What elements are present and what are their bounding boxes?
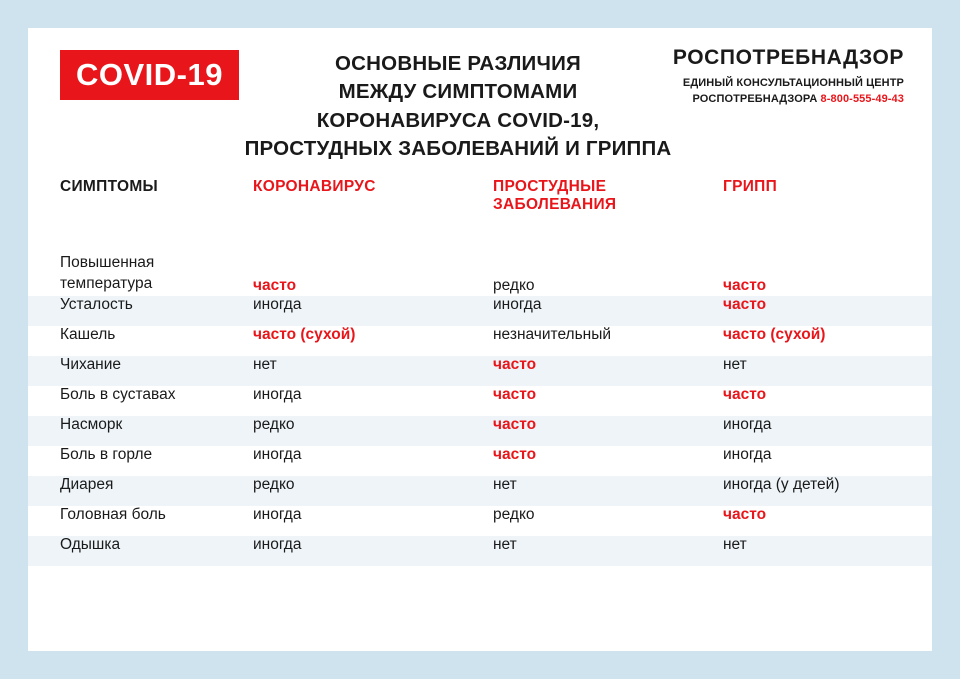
column-header-cold-line1: ПРОСТУДНЫЕ — [493, 178, 607, 195]
symptoms-table — [28, 178, 932, 566]
cell-flu: иногда — [723, 416, 772, 433]
consultation-center-line: ЕДИНЫЙ КОНСУЛЬТАЦИОННЫЙ ЦЕНТР — [682, 77, 904, 89]
column-header-cold — [493, 178, 723, 214]
cell-coronavirus: иногда — [253, 386, 302, 403]
title-line-2: МЕЖДУ СИМПТОМАМИ — [338, 80, 578, 104]
row-symptom-label: Боль в горле — [60, 446, 153, 463]
cell-cold: часто — [493, 446, 537, 463]
cell-cold: нет — [493, 476, 517, 493]
row-symptom-label: Кашель — [60, 326, 116, 343]
cell-flu: часто — [723, 277, 767, 294]
row-symptom-label: Головная боль — [60, 506, 166, 523]
table-row — [28, 476, 932, 506]
cell-flu: часто — [723, 386, 767, 403]
cell-coronavirus: иногда — [253, 296, 302, 313]
row-symptom-label: Одышка — [60, 536, 121, 553]
table-row — [28, 238, 932, 296]
table-row — [28, 296, 932, 326]
cell-coronavirus: часто — [253, 277, 297, 294]
cell-flu: часто — [723, 506, 767, 523]
column-header-symptoms: СИМПТОМЫ — [60, 178, 159, 195]
title-line-3: КОРОНАВИРУСА COVID-19, — [316, 108, 600, 132]
table-row — [28, 446, 932, 476]
cell-flu: нет — [723, 536, 747, 553]
cell-flu: иногда — [723, 446, 772, 463]
rospotrebnadzor-contact — [673, 76, 904, 108]
row-symptom-label-line2: температура — [60, 275, 153, 293]
cell-cold: редко — [493, 506, 535, 523]
table-header-row — [28, 178, 932, 238]
cell-flu: нет — [723, 356, 747, 373]
column-header-cold-line2: ЗАБОЛЕВАНИЯ — [493, 196, 617, 213]
cell-cold: иногда — [493, 296, 542, 313]
cell-cold: незначительный — [493, 326, 612, 343]
table-row — [28, 416, 932, 446]
rospotrebnadzor-block — [673, 46, 904, 108]
cell-flu: часто (сухой) — [723, 326, 826, 343]
table-row — [28, 326, 932, 356]
title-line-1: ОСНОВНЫЕ РАЗЛИЧИЯ — [335, 52, 581, 75]
column-header-coronavirus: КОРОНАВИРУС — [253, 178, 376, 195]
cell-coronavirus: редко — [253, 416, 295, 433]
cell-coronavirus: редко — [253, 476, 295, 493]
row-symptom-label: Чихание — [60, 356, 122, 373]
column-header-flu: ГРИПП — [723, 178, 778, 195]
hotline-phone: 8-800-555-49-43 — [820, 92, 904, 105]
table-row — [28, 356, 932, 386]
cell-cold: часто — [493, 416, 537, 433]
cell-flu: часто — [723, 296, 767, 313]
table-row — [28, 506, 932, 536]
cell-cold: редко — [493, 277, 535, 294]
cell-coronavirus: нет — [253, 356, 277, 373]
cell-cold: часто — [493, 386, 537, 403]
table-row — [28, 386, 932, 416]
row-symptom-label: Диарея — [60, 476, 114, 493]
title-line-4: ПРОСТУДНЫХ ЗАБОЛЕВАНИЙ И ГРИППА — [244, 136, 672, 160]
covid-19-logo: COVID-19 — [60, 50, 239, 100]
rospotrebnadzor-name: РОСПОТРЕБНАДЗОР — [672, 46, 904, 69]
row-symptom-label: Боль в суставах — [60, 386, 176, 403]
row-symptom-label: Усталость — [60, 296, 133, 313]
cell-flu: иногда (у детей) — [723, 476, 840, 493]
cell-coronavirus: иногда — [253, 506, 302, 523]
cell-cold: нет — [493, 536, 517, 553]
poster-header — [28, 28, 932, 178]
cell-coronavirus: часто (сухой) — [253, 326, 356, 343]
page-title — [238, 50, 678, 163]
row-symptom-label-line1: Повышенная — [60, 253, 155, 271]
cell-coronavirus: иногда — [253, 536, 302, 553]
rospotrebnadzor-label: РОСПОТРЕБНАДЗОРА — [692, 92, 818, 105]
cell-cold: часто — [493, 356, 537, 373]
table-row — [28, 536, 932, 566]
row-symptom-label — [28, 253, 253, 296]
cell-coronavirus: иногда — [253, 446, 302, 463]
consultation-center-phone-line — [673, 92, 904, 108]
row-symptom-label: Насморк — [60, 416, 123, 433]
poster — [28, 28, 932, 651]
